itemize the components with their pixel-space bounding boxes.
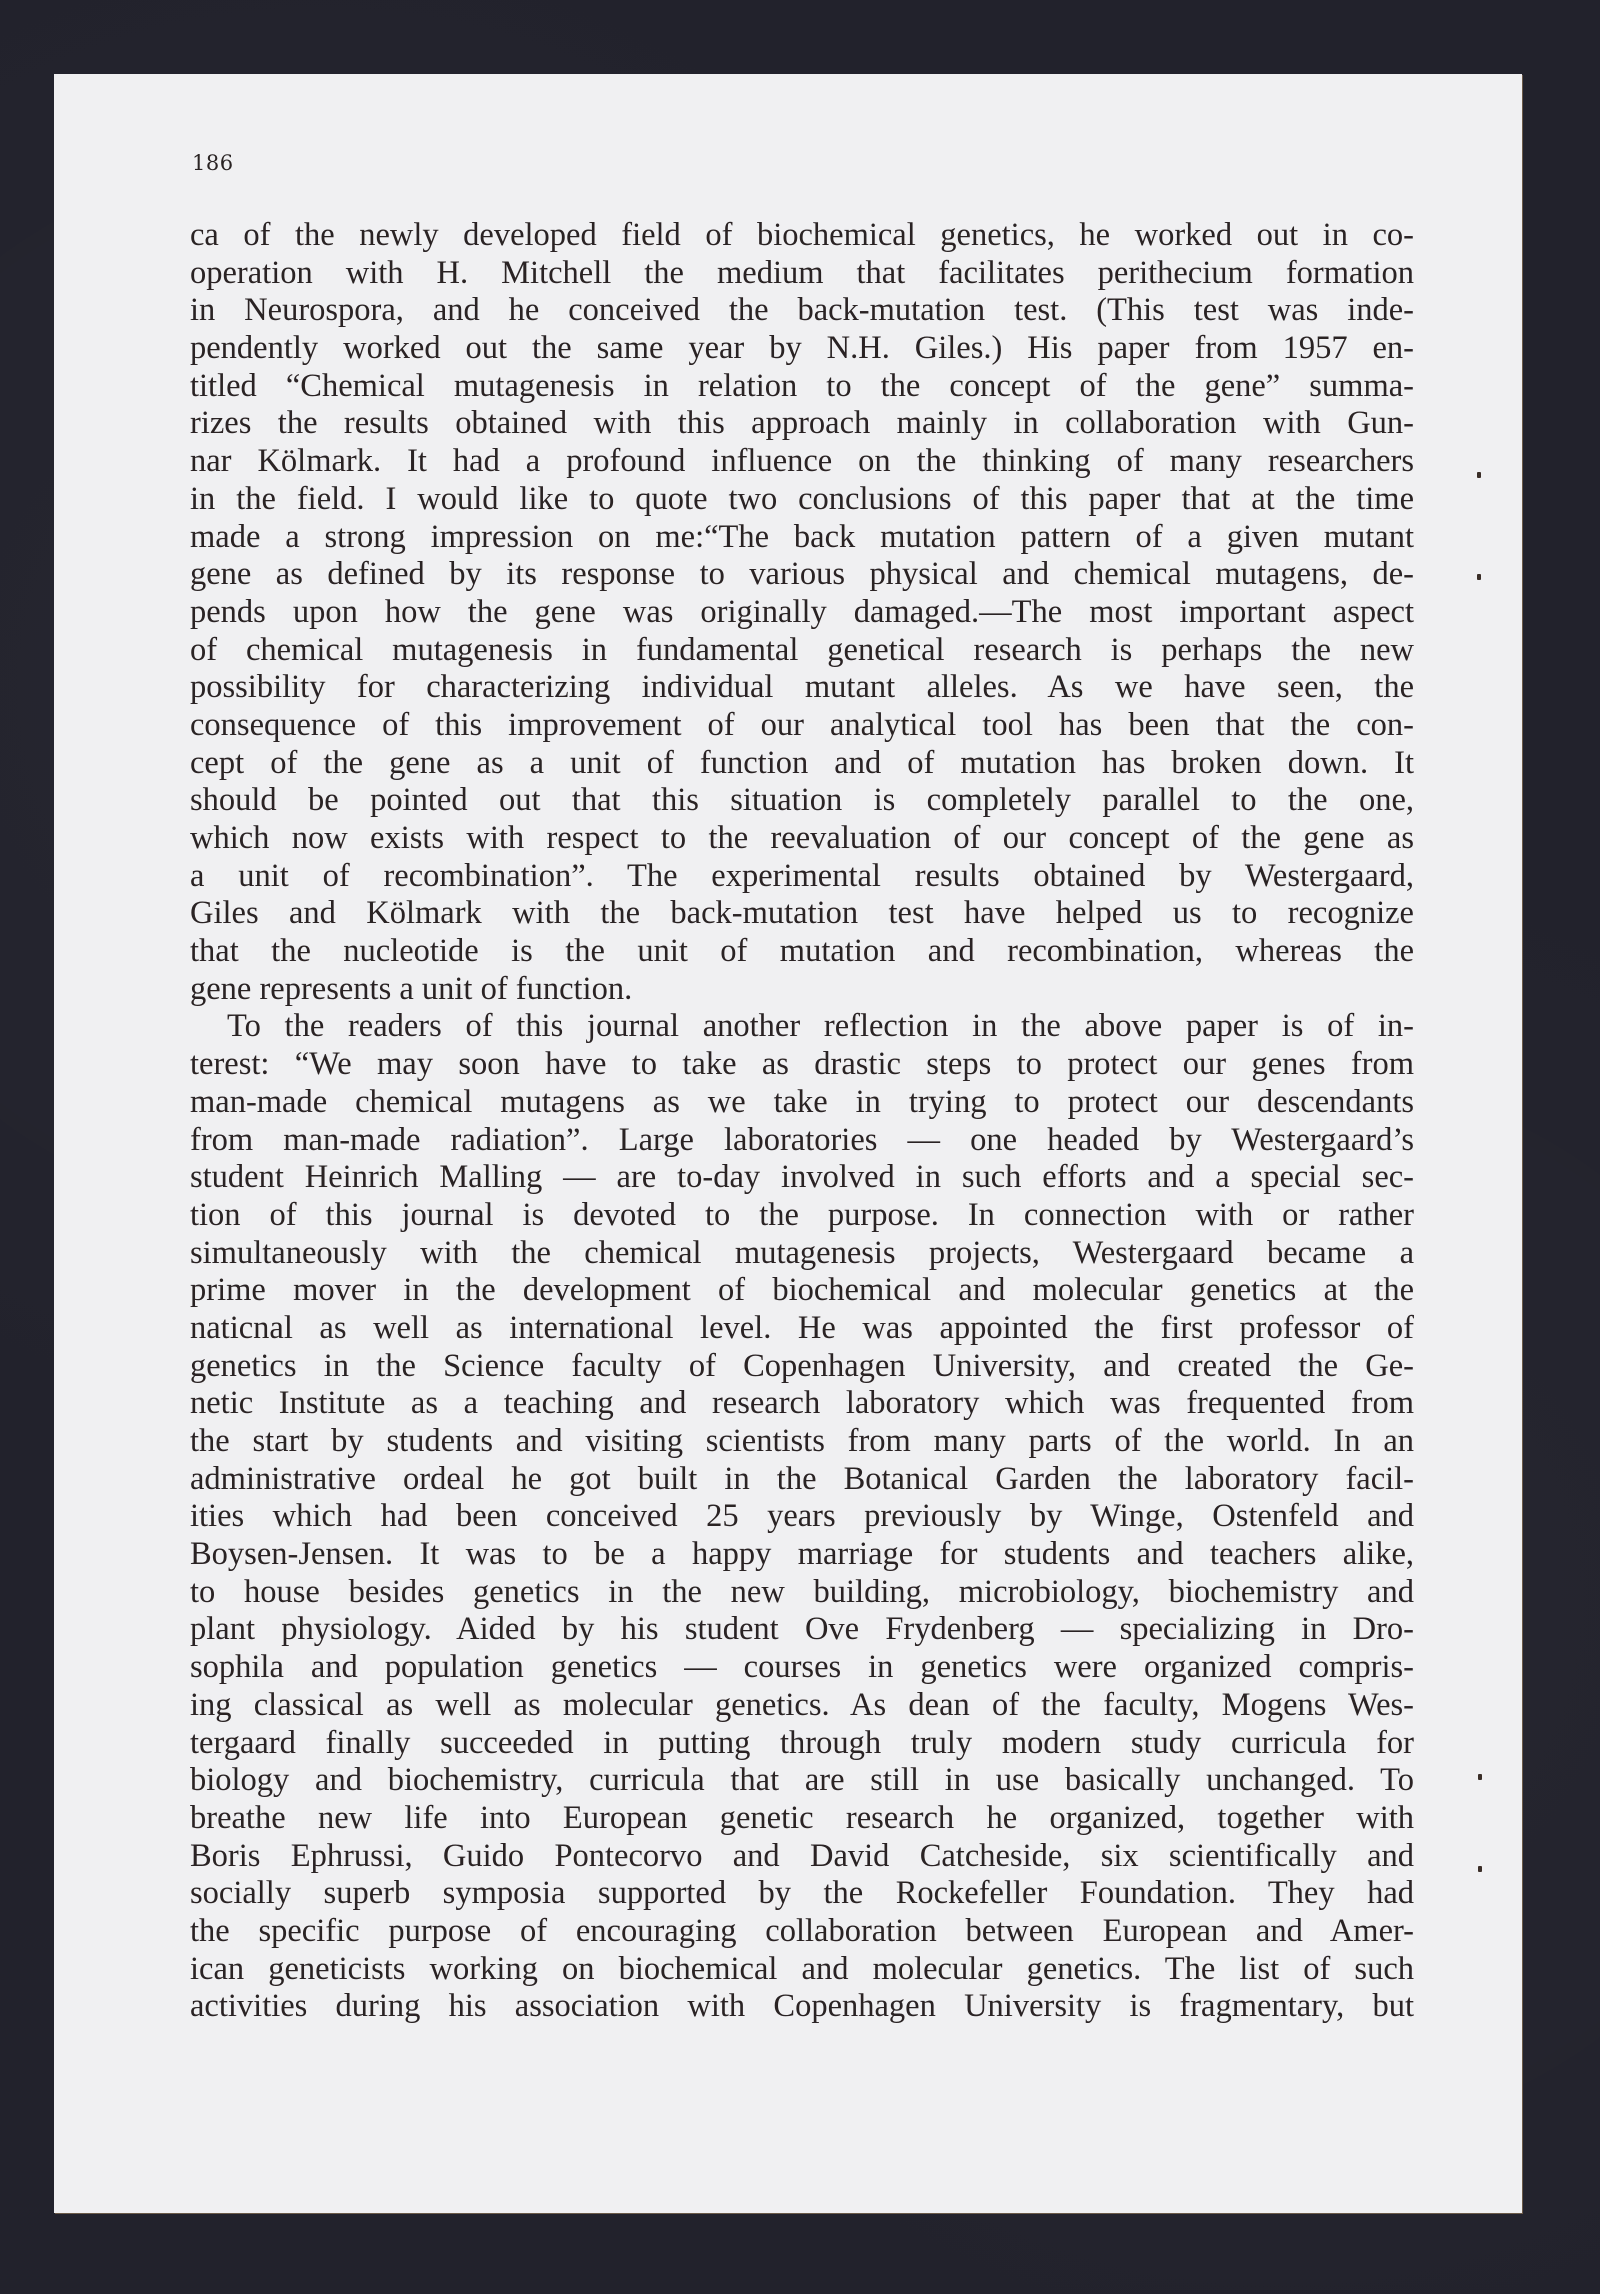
- text-line: of chemical mutagenesis in fundamental genetical research is perhaps the new: [190, 631, 1414, 668]
- margin-speck: [1477, 472, 1481, 478]
- text-line: plant physiology. Aided by his student Ove Frydenberg — specializing in Dro-: [190, 1611, 1414, 1648]
- text-line: consequence of this improvement of our analytical tool has been that the con-: [190, 706, 1414, 743]
- text-line: netic Institute as a teaching and research laboratory which was frequented from: [190, 1385, 1414, 1422]
- text-line: the specific purpose of encouraging collaboration between European and Amer-: [190, 1912, 1414, 1949]
- text-line: tergaard finally succeeded in putting through truly modern study curricula for: [190, 1724, 1414, 1761]
- text-line: To the readers of this journal another reflection in the above paper is of in-: [227, 1008, 1414, 1045]
- text-line: sophila and population genetics — courses in genetics were organized compris-: [190, 1649, 1414, 1686]
- text-line: Giles and Kölmark with the back-mutation test have helped us to recognize: [190, 895, 1414, 932]
- text-line: ities which had been conceived 25 years previously by Winge, Ostenfeld and: [190, 1498, 1414, 1535]
- text-line: pendently worked out the same year by N.H. Giles.) His paper from 1957 en-: [190, 330, 1414, 367]
- text-line: activities during his association with Copenhagen University is fragmentary, but: [190, 1988, 1414, 2025]
- text-line: gene represents a unit of function.: [190, 970, 633, 1007]
- text-line: cept of the gene as a unit of function and of mutation has broken down. It: [190, 744, 1414, 781]
- text-line: should be pointed out that this situation is completely parallel to the one,: [190, 782, 1414, 819]
- text-line: to house besides genetics in the new building, microbiology, biochemistry and: [190, 1573, 1414, 1610]
- text-line: tion of this journal is devoted to the purpose. In connection with or rather: [190, 1196, 1414, 1233]
- page-number: 186: [192, 151, 234, 175]
- text-line: breathe new life into European genetic research he organized, together with: [190, 1799, 1414, 1836]
- paragraph-2: [190, 1008, 1414, 2026]
- text-line: terest: “We may soon have to take as drastic steps to protect our genes from: [190, 1046, 1414, 1083]
- text-line: socially superb symposia supported by the Rockefeller Foundation. They had: [190, 1875, 1414, 1912]
- text-line: a unit of recombination”. The experimental results obtained by Westergaard,: [190, 857, 1414, 894]
- text-line: naticnal as well as international level. He was appointed the first professor of: [190, 1309, 1414, 1346]
- body-text: [190, 217, 1414, 2026]
- text-line: student Heinrich Malling — are to-day involved in such efforts and a special sec-: [190, 1159, 1414, 1196]
- text-line: administrative ordeal he got built in the Botanical Garden the laboratory facil-: [190, 1460, 1414, 1497]
- margin-speck: [1478, 1774, 1482, 1780]
- text-line: the start by students and visiting scientists from many parts of the world. In an: [190, 1423, 1414, 1459]
- margin-speck: [1478, 1866, 1482, 1872]
- text-line: Boysen-Jensen. It was to be a happy marriage for students and teachers alike,: [190, 1536, 1414, 1573]
- text-line: prime mover in the development of biochemical and molecular genetics at the: [190, 1272, 1414, 1309]
- text-line: operation with H. Mitchell the medium that facilitates perithecium formation: [190, 254, 1414, 291]
- margin-speck: [1477, 574, 1481, 580]
- text-line: in the field. I would like to quote two conclusions of this paper that at the time: [190, 480, 1414, 517]
- text-line: simultaneously with the chemical mutagenesis projects, Westergaard became a: [190, 1234, 1414, 1271]
- text-line: ing classical as well as molecular genetics. As dean of the faculty, Mogens Wes-: [190, 1686, 1414, 1723]
- text-line: nar Kölmark. It had a profound influence on the thinking of many researchers: [190, 443, 1414, 480]
- text-line: biology and biochemistry, curricula that are still in use basically unchanged. To: [190, 1762, 1414, 1799]
- text-line: titled “Chemical mutagenesis in relation to the concept of the gene” summa-: [190, 367, 1414, 404]
- document-page: [54, 74, 1522, 2213]
- text-line: in Neurospora, and he conceived the back-mutation test. (This test was inde-: [190, 292, 1414, 329]
- text-line: Boris Ephrussi, Guido Pontecorvo and David Catcheside, six scientifically and: [190, 1837, 1414, 1874]
- text-line: pends upon how the gene was originally damaged.—The most important aspect: [190, 593, 1414, 630]
- text-line: genetics in the Science faculty of Copenhagen University, and created the Ge-: [190, 1347, 1414, 1384]
- text-line: gene as defined by its response to various physical and chemical mutagens, de-: [190, 556, 1414, 593]
- text-line: possibility for characterizing individual mutant alleles. As we have seen, the: [190, 669, 1414, 706]
- text-line: from man-made radiation”. Large laboratories — one headed by Westergaard’s: [190, 1121, 1414, 1158]
- text-line: which now exists with respect to the reevaluation of our concept of the gene as: [190, 820, 1414, 856]
- text-line: ican geneticists working on biochemical and molecular genetics. The list of such: [190, 1950, 1414, 1987]
- text-line: made a strong impression on me:“The back mutation pattern of a given mutant: [190, 518, 1414, 555]
- text-line: man-made chemical mutagens as we take in trying to protect our descendants: [190, 1083, 1414, 1120]
- text-line: ca of the newly developed field of biochemical genetics, he worked out in co-: [190, 217, 1414, 253]
- paragraph-1: [190, 217, 1414, 1008]
- text-line: that the nucleotide is the unit of mutation and recombination, whereas the: [190, 933, 1414, 970]
- text-line: rizes the results obtained with this approach mainly in collaboration with Gun-: [190, 405, 1414, 442]
